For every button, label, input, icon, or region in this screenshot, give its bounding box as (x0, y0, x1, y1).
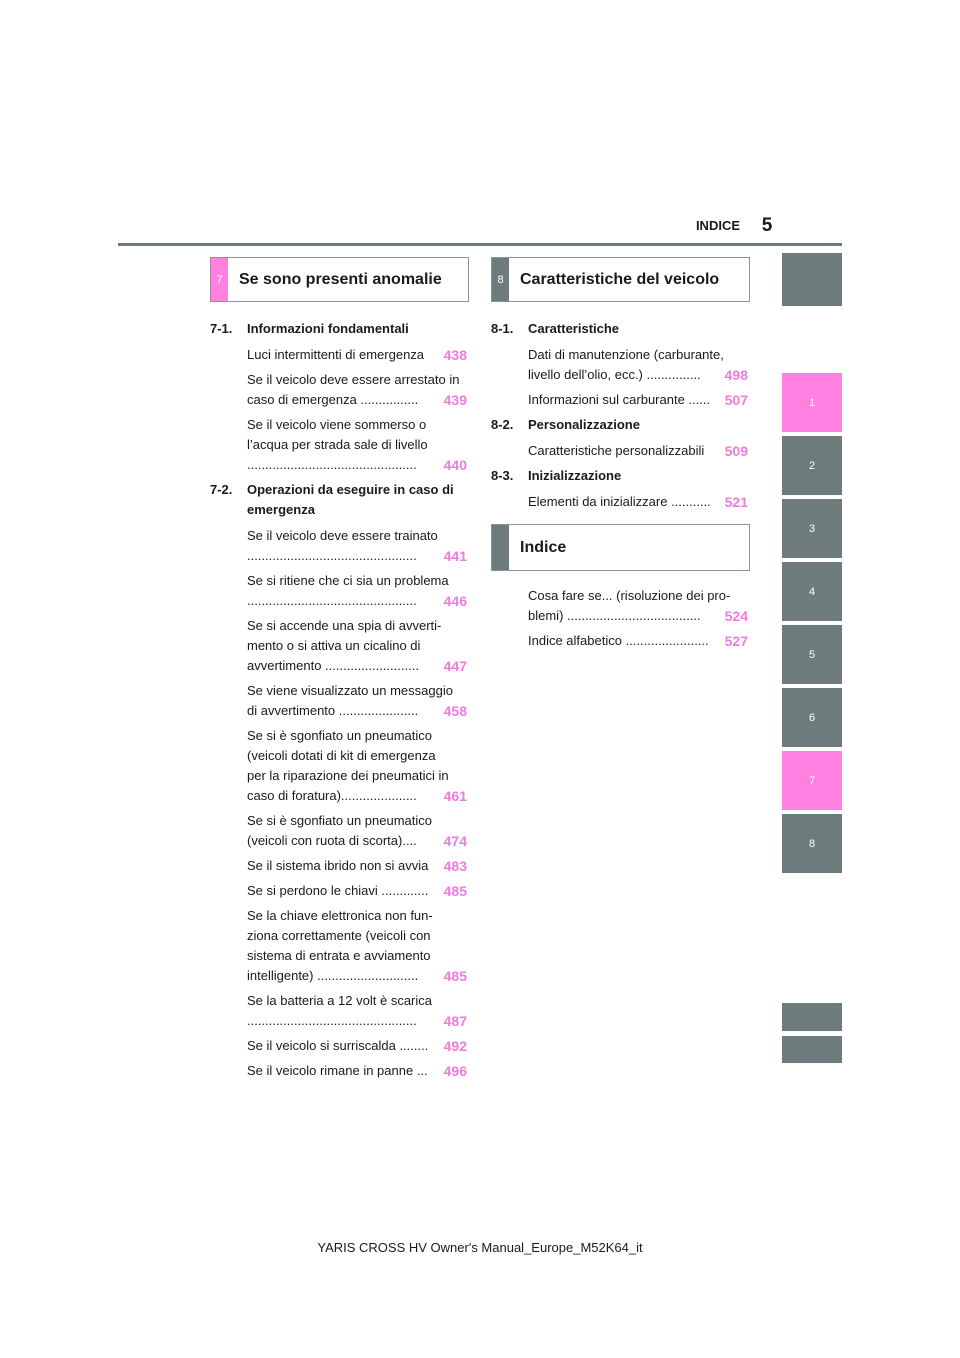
toc-entry[interactable] (210, 681, 467, 721)
section-title-8: Caratteristiche del veicolo (520, 270, 720, 288)
toc-page-link[interactable]: 483 (443, 858, 467, 874)
toc-entry[interactable] (491, 631, 748, 651)
toc-page-link[interactable]: 498 (724, 367, 748, 383)
toc-entry[interactable] (210, 345, 467, 365)
sidebar-tab-2[interactable]: 2 (782, 436, 842, 495)
toc-entry-text: (veicoli con ruota di scorta).... 474 (247, 833, 467, 849)
toc-entry-text: caso di foratura)..................... 461 (247, 788, 467, 804)
toc-entry[interactable] (210, 726, 467, 806)
toc-section-title: Informazioni fondamentali (247, 321, 409, 336)
toc-entry-text: (veicoli dotati di kit di emergenza (247, 748, 436, 763)
toc-entry[interactable] (210, 856, 467, 876)
toc-entry-text: per la riparazione dei pneumatici in (247, 768, 449, 783)
toc-page-link[interactable]: 474 (443, 833, 467, 849)
toc-entry[interactable] (491, 390, 748, 410)
toc-page-link[interactable]: 461 (443, 788, 467, 804)
toc-section-heading (210, 480, 467, 520)
toc-page-link[interactable]: 487 (443, 1013, 467, 1029)
toc-entry-text: avvertimento .......................... 447 (247, 658, 467, 674)
page-number: 5 (761, 215, 773, 236)
toc-page-link[interactable]: 458 (443, 703, 467, 719)
toc-entry-text: livello dell’olio, ecc.) ............... 498 (528, 367, 748, 383)
sidebar-block-bottom-1 (782, 1003, 842, 1031)
toc-entry-text: intelligente) ............................ 485 (247, 968, 467, 984)
footer-manual-id: YARIS CROSS HV Owner's Manual_Europe_M52K64_it (317, 1240, 643, 1255)
toc-section-title: Caratteristiche (528, 321, 620, 336)
toc-section-number: 8-1. (491, 321, 514, 336)
toc-entry-text: blemi) ..................................... 524 (528, 608, 748, 624)
toc-section-title: Inizializzazione (528, 468, 622, 483)
toc-entry-text: Se il veicolo rimane in panne ... 496 (247, 1063, 467, 1079)
toc-entry[interactable] (210, 616, 467, 676)
toc-entry-text: Cosa fare se... (risoluzione dei pro- (528, 588, 731, 603)
toc-entry-text: Se il veicolo si surriscalda ........ 492 (247, 1038, 467, 1054)
sidebar-tab-7[interactable]: 7 (782, 751, 842, 810)
toc-page-link[interactable]: 439 (443, 392, 467, 408)
sidebar-tab-3[interactable]: 3 (782, 499, 842, 558)
toc-page-link[interactable]: 496 (443, 1063, 467, 1079)
section-tab-7: 7 (211, 258, 228, 301)
toc-entry-text: ............................................... 446 (247, 593, 467, 609)
section-title-index: Indice (520, 538, 567, 556)
toc-entry[interactable] (491, 441, 748, 461)
toc-entry[interactable] (210, 370, 467, 410)
toc-index-column (491, 586, 748, 656)
toc-section-title: Operazioni da eseguire in caso di emergenza (247, 482, 454, 517)
toc-entry-text: mento o si attiva un cicalino di (247, 638, 421, 653)
toc-entry-text: sistema di entrata e avviamento (247, 948, 431, 963)
toc-entry-text: Luci intermittenti di emergenza 438 (247, 347, 467, 363)
toc-entry-text: Se la chiave elettronica non fun- (247, 908, 433, 923)
sidebar-tab-5[interactable]: 5 (782, 625, 842, 684)
toc-section-number: 7-2. (210, 482, 233, 497)
section-box-8 (491, 257, 750, 302)
toc-page-link[interactable]: 438 (443, 347, 467, 363)
toc-entry-text: di avvertimento ...................... 458 (247, 703, 467, 719)
toc-page-link[interactable]: 440 (443, 457, 467, 473)
toc-entry-text: Dati di manutenzione (carburante, (528, 347, 724, 362)
toc-page-link[interactable]: 524 (724, 608, 748, 624)
toc-section-number: 8-2. (491, 417, 514, 432)
sidebar-tab-6[interactable]: 6 (782, 688, 842, 747)
toc-entry-text: ziona correttamente (veicoli con (247, 928, 431, 943)
toc-entry-text: Se la batteria a 12 volt è scarica (247, 993, 432, 1008)
toc-section-title: Personalizzazione (528, 417, 640, 432)
toc-entry-text: ............................................... 440 (247, 457, 467, 473)
toc-entry-text: Se il veicolo viene sommerso o (247, 417, 427, 432)
toc-entry-text: caso di emergenza ................ 439 (247, 392, 467, 408)
toc-entry[interactable] (210, 571, 467, 611)
toc-page-link[interactable]: 485 (443, 968, 467, 984)
toc-left-column (210, 319, 467, 1086)
toc-entry-text: Informazioni sul carburante ...... 507 (528, 392, 748, 408)
toc-entry[interactable] (491, 492, 748, 512)
toc-entry-text: Se si ritiene che ci sia un problema (247, 573, 449, 588)
toc-page-link[interactable]: 521 (724, 494, 748, 510)
section-tab-index (492, 525, 509, 570)
toc-section-number: 8-3. (491, 468, 514, 483)
toc-page-link[interactable]: 527 (724, 633, 748, 649)
toc-section-heading (491, 319, 748, 339)
toc-entry-text: ............................................... 487 (247, 1013, 467, 1029)
toc-entry[interactable] (210, 881, 467, 901)
toc-page-link[interactable]: 447 (443, 658, 467, 674)
toc-section-heading (210, 319, 467, 339)
toc-page-link[interactable]: 492 (443, 1038, 467, 1054)
section-tab-8: 8 (492, 258, 509, 301)
toc-entry[interactable] (210, 526, 467, 566)
toc-section-heading (491, 466, 748, 486)
sidebar-tab-8[interactable]: 8 (782, 814, 842, 873)
toc-page-link[interactable]: 446 (443, 593, 467, 609)
section-box-7 (210, 257, 469, 302)
header-rule (118, 243, 842, 246)
toc-entry-text: Se si perdono le chiavi ............. 485 (247, 883, 467, 899)
toc-page-link[interactable]: 507 (724, 392, 748, 408)
sidebar-tab-1[interactable]: 1 (782, 373, 842, 432)
toc-entry-text: Se viene visualizzato un messaggio (247, 683, 453, 698)
header-title: INDICE (695, 218, 740, 233)
toc-entry-text: Caratteristiche personalizzabili 509 (528, 443, 748, 459)
toc-entry[interactable] (210, 1036, 467, 1056)
toc-entry[interactable] (210, 1061, 467, 1081)
toc-entry[interactable] (210, 415, 467, 475)
toc-page-link[interactable]: 485 (443, 883, 467, 899)
toc-section-heading (491, 415, 748, 435)
toc-page-link[interactable]: 509 (724, 443, 748, 459)
sidebar-block-top (782, 253, 842, 306)
toc-entry[interactable] (210, 811, 467, 851)
toc-entry-text: ............................................... 441 (247, 548, 467, 564)
toc-entry[interactable] (491, 345, 748, 385)
toc-entry[interactable] (210, 906, 467, 986)
toc-entry-text: l’acqua per strada sale di livello (247, 437, 428, 452)
toc-entry-text: Se il veicolo deve essere trainato (247, 528, 438, 543)
toc-right-column (491, 319, 748, 517)
toc-entry-text: Se si è sgonfiato un pneumatico (247, 728, 433, 743)
section-title-7: Se sono presenti anomalie (239, 270, 442, 288)
toc-entry-text: Se si è sgonfiato un pneumatico (247, 813, 433, 828)
toc-page-link[interactable]: 441 (443, 548, 467, 564)
toc-entry[interactable] (210, 991, 467, 1031)
toc-entry-text: Se il sistema ibrido non si avvia 483 (247, 858, 467, 874)
section-box-index (491, 524, 750, 571)
sidebar-block-bottom-2 (782, 1036, 842, 1063)
toc-entry-text: Se si accende una spia di avverti- (247, 618, 442, 633)
toc-entry-text: Indice alfabetico ....................... 527 (528, 633, 748, 649)
sidebar-tab-4[interactable]: 4 (782, 562, 842, 621)
toc-entry[interactable] (491, 586, 748, 626)
toc-entry-text: Elementi da inizializzare ........... 521 (528, 494, 748, 510)
toc-entry-text: Se il veicolo deve essere arrestato in (247, 372, 460, 387)
toc-section-number: 7-1. (210, 321, 233, 336)
